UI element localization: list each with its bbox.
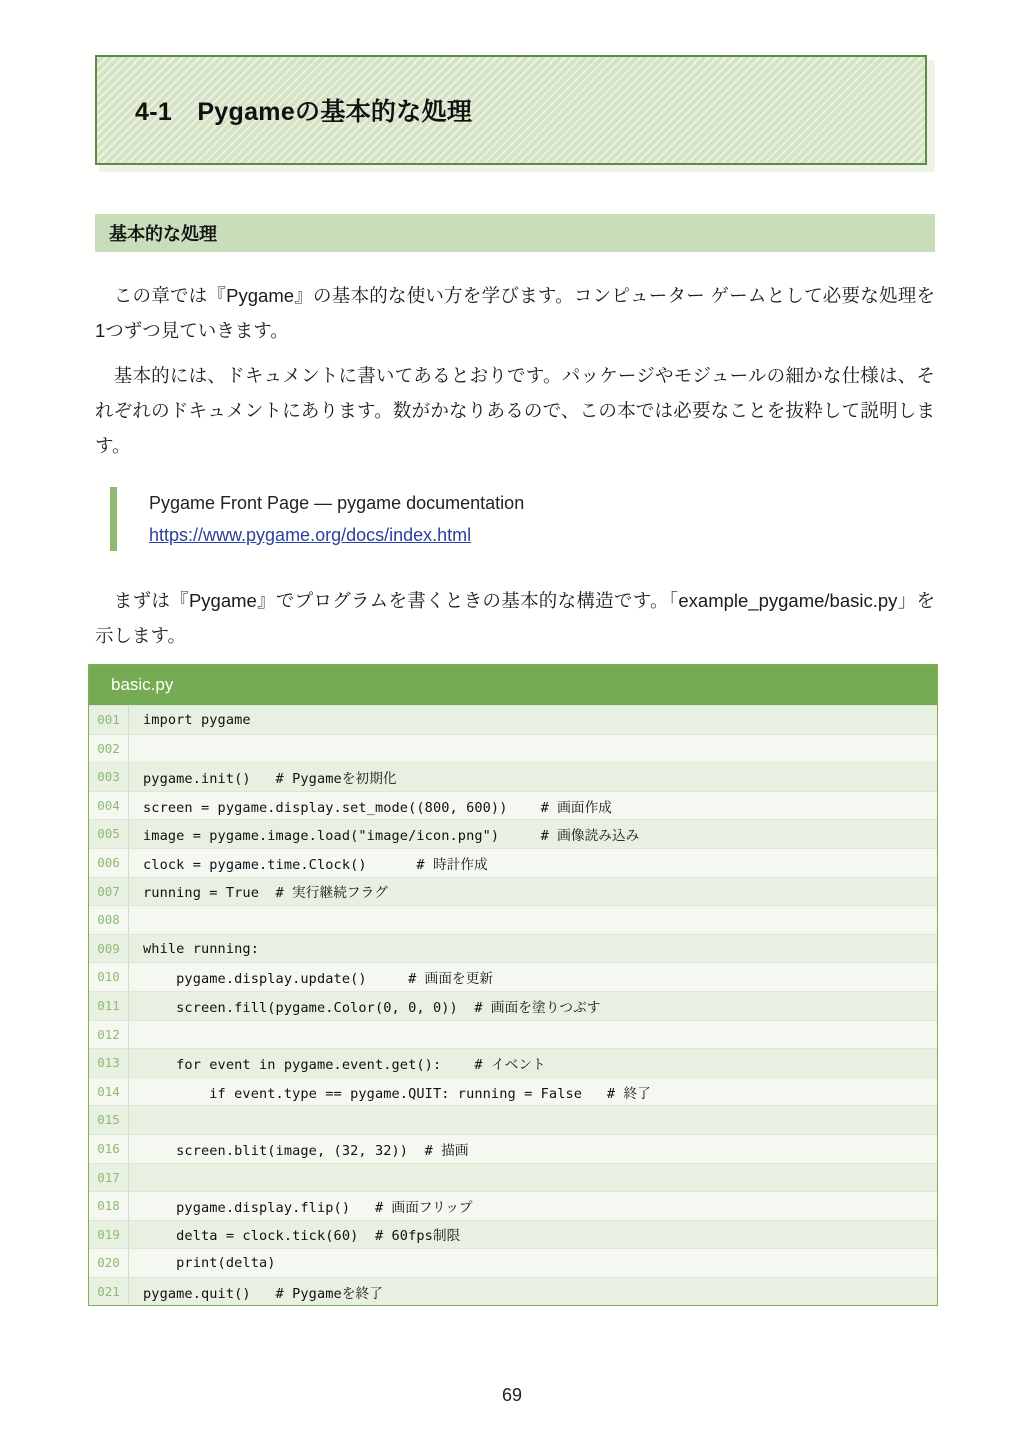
code-line-number: 016 xyxy=(89,1135,129,1163)
code-filename: basic.py xyxy=(111,675,174,694)
code-line-row xyxy=(89,1220,937,1249)
code-line-row xyxy=(89,1077,937,1106)
code-line-row xyxy=(89,848,937,877)
code-line-row xyxy=(89,905,937,934)
code-line-text: pygame.init() # Pygameを初期化 xyxy=(143,770,397,787)
code-line-number: 005 xyxy=(89,820,129,848)
page-number: 69 xyxy=(501,1385,523,1405)
code-line-text: screen = pygame.display.set_mode((800, 600)) # 画面作成 xyxy=(143,799,612,816)
code-line-row xyxy=(89,962,937,991)
code-line-number: 011 xyxy=(89,992,129,1020)
code-line-number: 009 xyxy=(89,935,129,963)
code-block xyxy=(88,664,938,1306)
code-line-row xyxy=(89,934,937,963)
code-line-number: 015 xyxy=(89,1106,129,1134)
code-line-text: running = True # 実行継続フラグ xyxy=(143,885,388,902)
code-line-row xyxy=(89,705,937,734)
quote-title: Pygame Front Page — pygame documentation xyxy=(149,493,525,513)
code-line-row xyxy=(89,819,937,848)
code-line-text: pygame.display.update() # 画面を更新 xyxy=(143,971,494,988)
code-line-number: 004 xyxy=(89,792,129,820)
code-line-text: while running: xyxy=(143,940,259,957)
code-line-number: 017 xyxy=(89,1164,129,1192)
code-line-number: 018 xyxy=(89,1192,129,1220)
code-line-row xyxy=(89,734,937,763)
code-line-number: 006 xyxy=(89,849,129,877)
body-paragraph-3: まずは『Pygame』でプログラムを書くときの基本的な構造です。「example_pygame/basic.py」を示します。 xyxy=(95,590,935,646)
code-line-row xyxy=(89,1277,937,1306)
reference-quote xyxy=(110,487,810,551)
code-line-row xyxy=(89,991,937,1020)
code-line-text: pygame.display.flip() # 画面フリップ xyxy=(143,1199,473,1216)
code-block-header xyxy=(89,665,937,705)
chapter-title: 4-1 Pygameの基本的な処理 xyxy=(135,98,473,126)
code-line-text: delta = clock.tick(60) # 60fps制限 xyxy=(143,1228,461,1245)
code-line-text: print(delta) xyxy=(143,1255,276,1272)
code-line-text: if event.type == pygame.QUIT: running = False # 終了 xyxy=(143,1085,651,1102)
code-line-text: image = pygame.image.load("image/icon.png") # 画像読み込み xyxy=(143,828,640,845)
code-line-list xyxy=(89,705,937,1305)
code-line-number: 008 xyxy=(89,906,129,934)
code-line-number: 012 xyxy=(89,1021,129,1049)
section-heading-bar xyxy=(95,214,935,252)
code-line-row xyxy=(89,877,937,906)
code-line-row xyxy=(89,1191,937,1220)
code-line-row xyxy=(89,762,937,791)
code-line-row xyxy=(89,1163,937,1192)
code-line-number: 021 xyxy=(89,1278,129,1306)
code-line-text: clock = pygame.time.Clock() # 時計作成 xyxy=(143,856,488,873)
code-line-text: pygame.quit() # Pygameを終了 xyxy=(143,1285,383,1302)
code-line-text: screen.fill(pygame.Color(0, 0, 0)) # 画面を塗りつぶす xyxy=(143,999,601,1016)
code-line-number: 010 xyxy=(89,963,129,991)
code-line-row xyxy=(89,1248,937,1277)
code-line-number: 001 xyxy=(89,706,129,734)
code-line-row xyxy=(89,791,937,820)
code-line-number: 014 xyxy=(89,1078,129,1106)
code-line-number: 002 xyxy=(89,735,129,763)
body-paragraph-1: この章では『Pygame』の基本的な使い方を学びます。コンピューター ゲームとして必要な処理を1つずつ見ていきます。 xyxy=(95,285,935,341)
code-line-number: 020 xyxy=(89,1249,129,1277)
code-line-number: 013 xyxy=(89,1049,129,1077)
code-line-row xyxy=(89,1105,937,1134)
code-line-text: import pygame xyxy=(143,711,251,728)
code-line-number: 003 xyxy=(89,763,129,791)
code-line-text: screen.blit(image, (32, 32)) # 描画 xyxy=(143,1142,469,1159)
code-line-row xyxy=(89,1048,937,1077)
code-line-number: 007 xyxy=(89,878,129,906)
code-line-number: 019 xyxy=(89,1221,129,1249)
quote-link[interactable]: https://www.pygame.org/docs/index.html xyxy=(149,525,472,545)
body-paragraph-2: 基本的には、ドキュメントに書いてあるとおりです。パッケージやモジュールの細かな仕様は、それぞれのドキュメントにあります。数がかなりあるので、この本では必要なことを抜粋して説明します。 xyxy=(95,365,935,456)
code-line-text: for event in pygame.event.get(): # イベント xyxy=(143,1056,546,1073)
section-heading: 基本的な処理 xyxy=(109,224,217,244)
chapter-title-box xyxy=(95,55,927,165)
code-line-row xyxy=(89,1020,937,1049)
code-line-row xyxy=(89,1134,937,1163)
